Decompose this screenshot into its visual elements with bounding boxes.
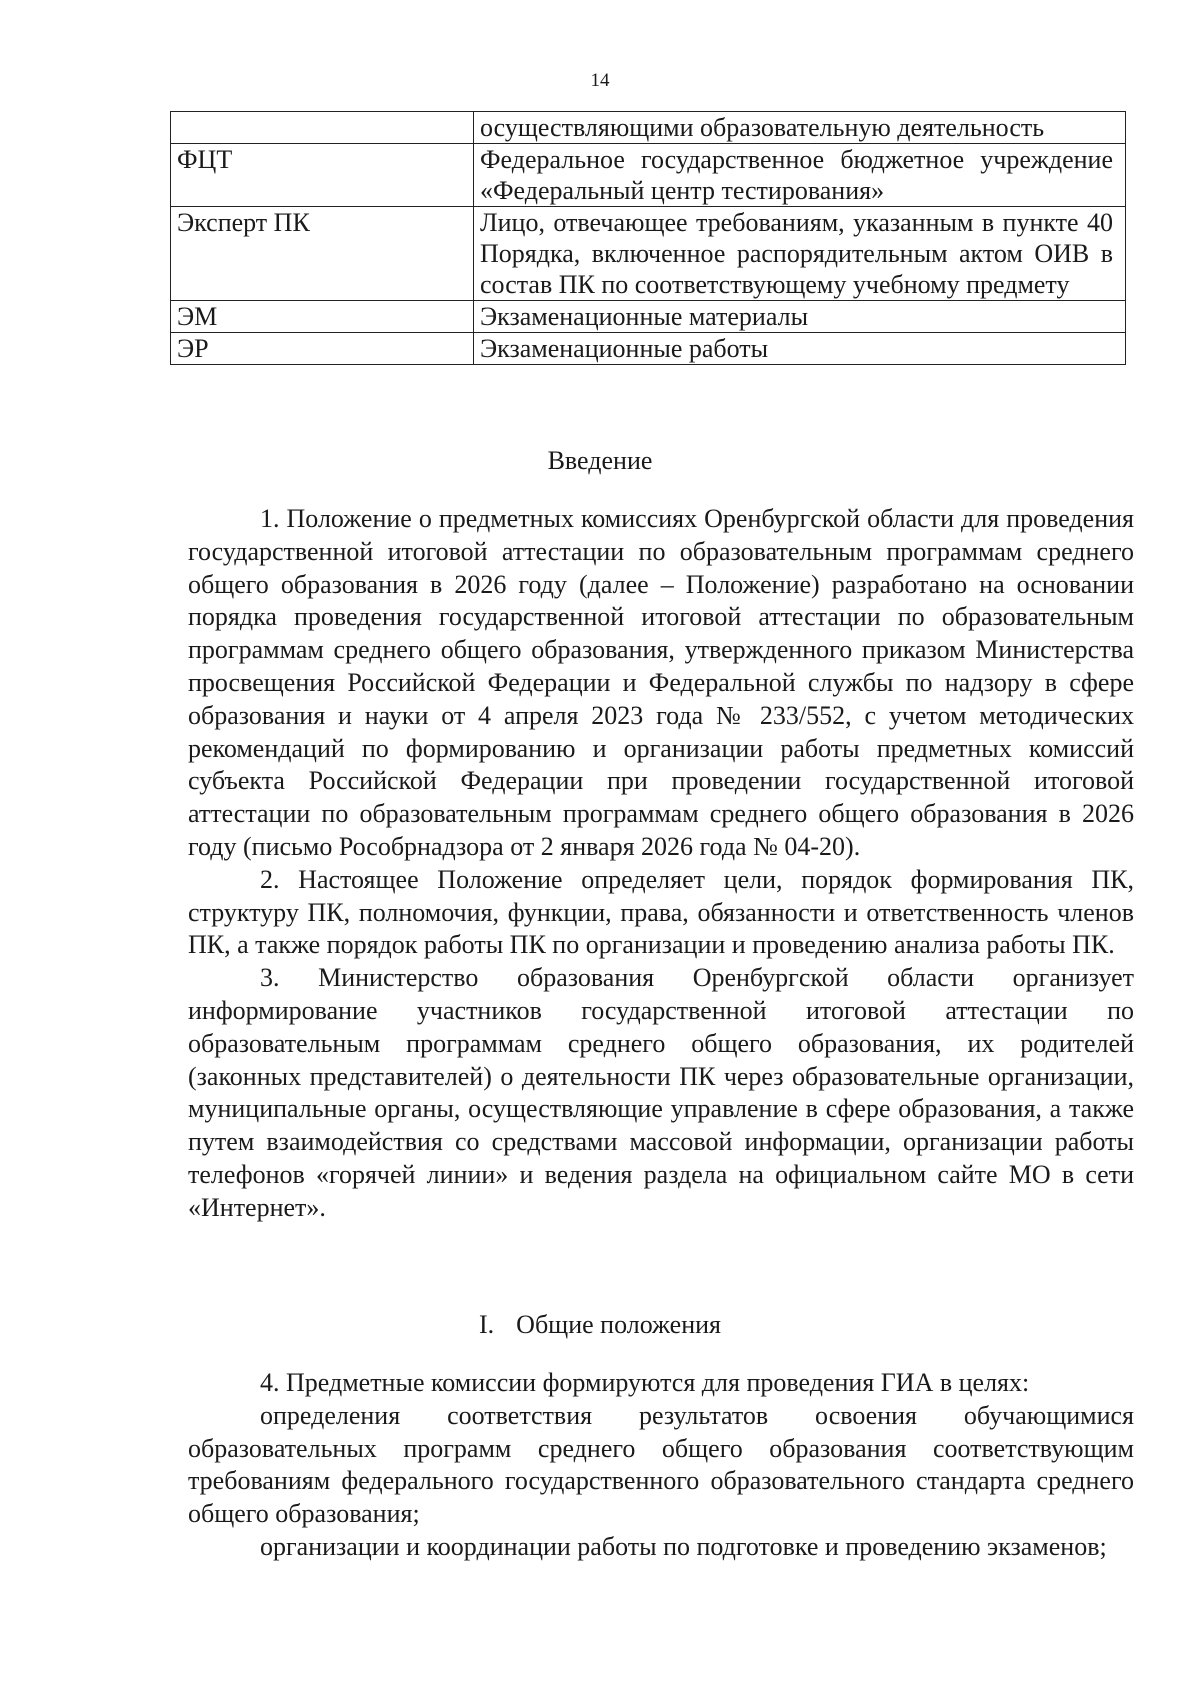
intro-body xyxy=(188,503,1134,1225)
abbreviation-definition: Экзаменационные материалы xyxy=(474,301,1126,333)
intro-heading: Введение xyxy=(547,446,653,475)
abbreviation-definition: Федеральное государственное бюджетное учреждение «Федеральный центр тестирования» xyxy=(474,144,1126,207)
abbreviation-definition: осуществляющими образовательную деятельность xyxy=(474,112,1126,144)
abbreviation-definition: Лицо, отвечающее требованиям, указанным в пункте 40 Порядка, включенное распорядительным актом ОИВ в состав ПК по соответствующему учебному предмету xyxy=(474,207,1126,301)
section-paragraph-2: определения соответствия результатов освоения обучающимися образовательных программ среднего общего образования соответствующим требованиям федерального государственного образовательного стандарта среднего общего образования; xyxy=(188,1400,1134,1529)
section-paragraph-3: организации и координации работы по подготовке и проведению экзаменов; xyxy=(260,1531,1107,1561)
abbreviations-table xyxy=(170,111,1126,365)
abbreviation-term: ЭМ xyxy=(171,301,474,333)
section-body xyxy=(188,1367,1134,1564)
section-heading xyxy=(0,1310,1200,1340)
table-row xyxy=(171,144,1126,207)
intro-paragraph-1: 1. Положение о предметных комиссиях Оренбургской области для проведения государственной итоговой аттестации по образовательным программам среднего общего образования в 2026 году (далее – Положение) разработано на основании порядка проведения государственной итоговой аттестации по образовательным программам среднего общего образования, утвержденного приказом Министерства просвещения Российской Федерации и Федеральной службы по надзору в сфере образования и науки от 4 апреля 2023 года № 233/552, с учетом методических рекомендаций по формированию и организации работы предметных комиссий субъекта Российской Федерации при проведении государственной итоговой аттестации по образовательным программам среднего общего образования в 2026 году (письмо Рособрнадзора от 2 января 2026 года № 04-20). xyxy=(188,504,1134,861)
abbreviation-term: ЭР xyxy=(171,333,474,365)
section-number: I. xyxy=(479,1310,495,1339)
section-title: Общие положения xyxy=(516,1310,721,1339)
abbreviation-term: ФЦТ xyxy=(171,144,474,207)
intro-paragraph-2: 2. Настоящее Положение определяет цели, порядок формирования ПК, структуру ПК, полномочия, функции, права, обязанности и ответственность членов ПК, а также порядок работы ПК по организации и проведению анализа работы ПК. xyxy=(188,864,1134,960)
table-row xyxy=(171,333,1126,365)
page-number: 14 xyxy=(590,70,610,91)
abbreviation-term: Эксперт ПК xyxy=(171,207,474,301)
table-row xyxy=(171,112,1126,144)
abbreviation-term xyxy=(171,112,474,144)
table-row xyxy=(171,207,1126,301)
section-paragraph-1: 4. Предметные комиссии формируются для проведения ГИА в целях: xyxy=(260,1368,1030,1397)
abbreviation-definition: Экзаменационные работы xyxy=(474,333,1126,365)
table-row xyxy=(171,301,1126,333)
intro-paragraph-3: 3. Министерство образования Оренбургской области организует информирование участников государственной итоговой аттестации по образовательным программам среднего общего образования, их родителей (законных представителей) о деятельности ПК через образовательные организации, муниципальные органы, осуществляющие управление в сфере образования, а также путем взаимодействия со средствами массовой информации, организации работы телефонов «горячей линии» и ведения раздела на официальном сайте МО в сети «Интернет». xyxy=(188,963,1134,1222)
